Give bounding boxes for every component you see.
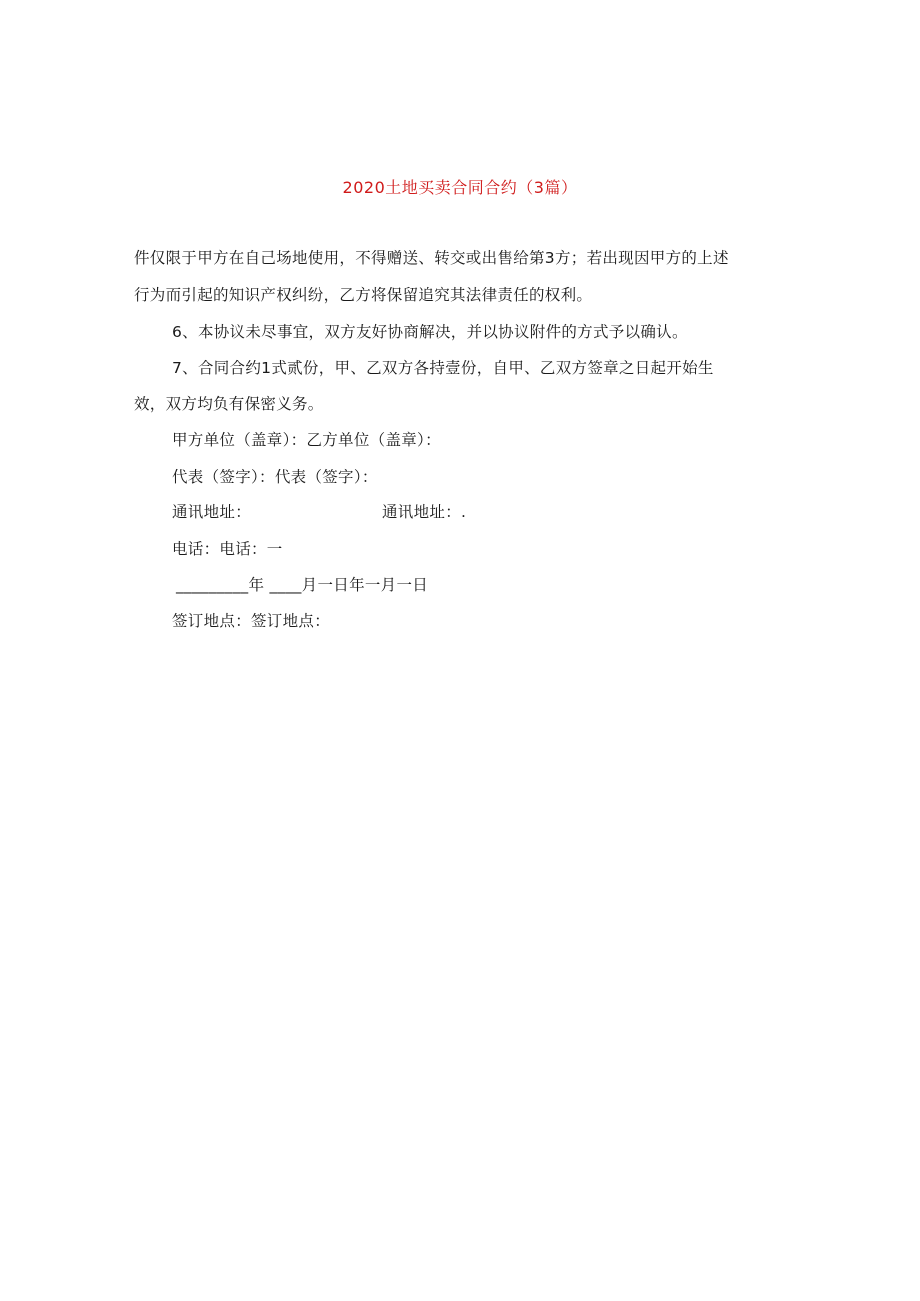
clause-7-line2: 效，双方均负有保密义务。 xyxy=(134,395,324,413)
signature-place: 签订地点：签订地点： xyxy=(172,612,331,630)
paragraph-line: 件仅限于甲方在自己场地使用，不得赠送、转交或出售给第3方；若出现因甲方的上述 xyxy=(134,249,729,267)
signature-date: _________年 ____月一日年一月一日 xyxy=(176,576,429,594)
signature-representatives: 代表（签字）：代表（签字）： xyxy=(172,468,378,486)
address-party-b: 通讯地址：. xyxy=(382,503,467,521)
signature-address-row xyxy=(172,500,492,522)
document-title: 2020土地买卖合同合约（3篇） xyxy=(342,178,578,197)
signature-phone: 电话：电话：一 xyxy=(172,540,283,558)
signature-units: 甲方单位（盖章）：乙方单位（盖章）： xyxy=(172,431,441,449)
clause-7-line1: 7、合同合约1式贰份，甲、乙双方各持壹份，自甲、乙双方签章之日起开始生 xyxy=(172,359,714,377)
address-party-a: 通讯地址： xyxy=(172,503,252,521)
clause-6: 6、本协议未尽事宜，双方友好协商解决，并以协议附件的方式予以确认。 xyxy=(172,323,688,341)
paragraph-line: 行为而引起的知识产权纠纷，乙方将保留追究其法律责任的权利。 xyxy=(134,286,593,304)
